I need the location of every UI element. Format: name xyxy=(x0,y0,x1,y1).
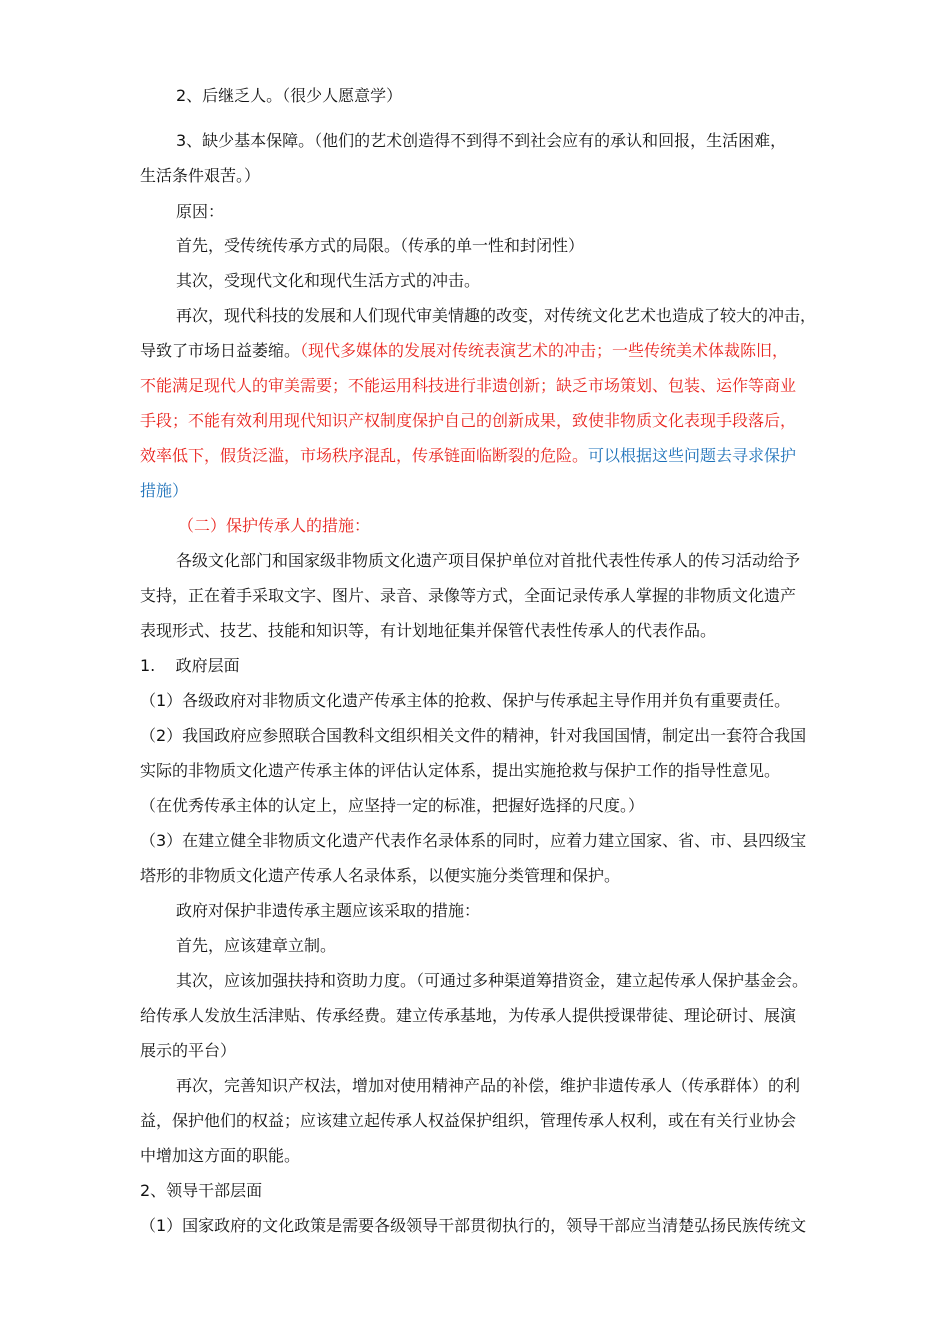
subsection-heading: 1. 政府层面 xyxy=(140,656,240,675)
paragraph-line: 展示的平台） xyxy=(140,1041,237,1060)
paragraph-line: 再次，现代科技的发展和人们现代审美情趣的改变，对传统文化艺术也造成了较大的冲击， xyxy=(176,306,817,325)
paragraph-line: 原因： xyxy=(176,202,225,221)
paragraph-line: 支持，正在着手采取文字、图片、录音、录像等方式，全面记录传承人掌握的非物质文化遗产 xyxy=(140,586,797,605)
paragraph-line: （1）国家政府的文化政策是需要各级领导干部贯彻执行的，领导干部应当清楚弘扬民族传统文 xyxy=(140,1216,807,1235)
paragraph-line xyxy=(140,445,796,467)
paragraph-line: 其次，受现代文化和现代生活方式的冲击。 xyxy=(176,271,481,290)
paragraph-line: （1）各级政府对非物质文化遗产传承主体的抢救、保护与传承起主导作用并负有重要责任。 xyxy=(140,691,791,710)
paragraph-line: 其次，应该加强扶持和资助力度。（可通过多种渠道筹措资金，建立起传承人保护基金会。 xyxy=(176,971,809,990)
paragraph-line: （3）在建立健全非物质文化遗产代表作名录体系的同时，应着力建立国家、省、市、县四级宝 xyxy=(140,831,807,850)
highlighted-line: 不能满足现代人的审美需要；不能运用科技进行非遗创新；缺乏市场策划、包装、运作等商业 xyxy=(140,376,797,395)
paragraph-line: 再次，完善知识产权法，增加对使用精神产品的补偿，维护非遗传承人（传承群体）的利 xyxy=(176,1076,801,1095)
paragraph-line: 塔形的非物质文化遗产传承人名录体系，以便实施分类管理和保护。 xyxy=(140,866,621,885)
paragraph-line: 中增加这方面的职能。 xyxy=(140,1146,301,1165)
paragraph-line: 3、缺少基本保障。（他们的艺术创造得不到得不到社会应有的承认和回报，生活困难， xyxy=(176,131,787,150)
note-text: 可以根据这些问题去寻求保护 xyxy=(588,446,797,465)
paragraph-line: 表现形式、技艺、技能和知识等，有计划地征集并保管代表性传承人的代表作品。 xyxy=(140,621,717,640)
paragraph-line: （在优秀传承主体的认定上，应坚持一定的标准，把握好选择的尺度。） xyxy=(140,796,645,815)
paragraph-line: 给传承人发放生活津贴、传承经费。建立传承基地，为传承人提供授课带徒、理论研讨、展演 xyxy=(140,1006,797,1025)
highlighted-text: （现代多媒体的发展对传统表演艺术的冲击；一些传统美术体裁陈旧， xyxy=(300,341,789,360)
paragraph-line: 益，保护他们的权益；应该建立起传承人权益保护组织，管理传承人权利，或在有关行业协会 xyxy=(140,1111,797,1130)
section-heading: （二）保护传承人的措施： xyxy=(178,516,371,535)
highlighted-line: 手段；不能有效利用现代知识产权制度保护自己的创新成果，致使非物质文化表现手段落后， xyxy=(140,411,797,430)
paragraph-line xyxy=(140,340,788,362)
paragraph-line: 各级文化部门和国家级非物质文化遗产项目保护单位对首批代表性传承人的传习活动给予 xyxy=(176,551,801,570)
subsection-heading: 2、领导干部层面 xyxy=(140,1181,263,1200)
highlighted-text: 效率低下，假货泛滥，市场秩序混乱，传承链面临断裂的危险。 xyxy=(140,446,589,465)
paragraph-line: 实际的非物质文化遗产传承主体的评估认定体系，提出实施抢救与保护工作的指导性意见。 xyxy=(140,761,781,780)
paragraph-line: 首先，应该建章立制。 xyxy=(176,936,337,955)
paragraph-line: 政府对保护非遗传承主题应该采取的措施： xyxy=(176,901,481,920)
paragraph-line: 首先，受传统传承方式的局限。（传承的单一性和封闭性） xyxy=(176,236,585,255)
paragraph-line: 2、后继乏人。（很少人愿意学） xyxy=(176,86,403,105)
note-line: 措施） xyxy=(140,481,189,500)
paragraph-line: 生活条件艰苦。） xyxy=(140,166,261,185)
plain-text: 导致了市场日益萎缩。 xyxy=(140,341,301,360)
paragraph-line: （2）我国政府应参照联合国教科文组织相关文件的精神，针对我国国情，制定出一套符合我国 xyxy=(140,726,807,745)
